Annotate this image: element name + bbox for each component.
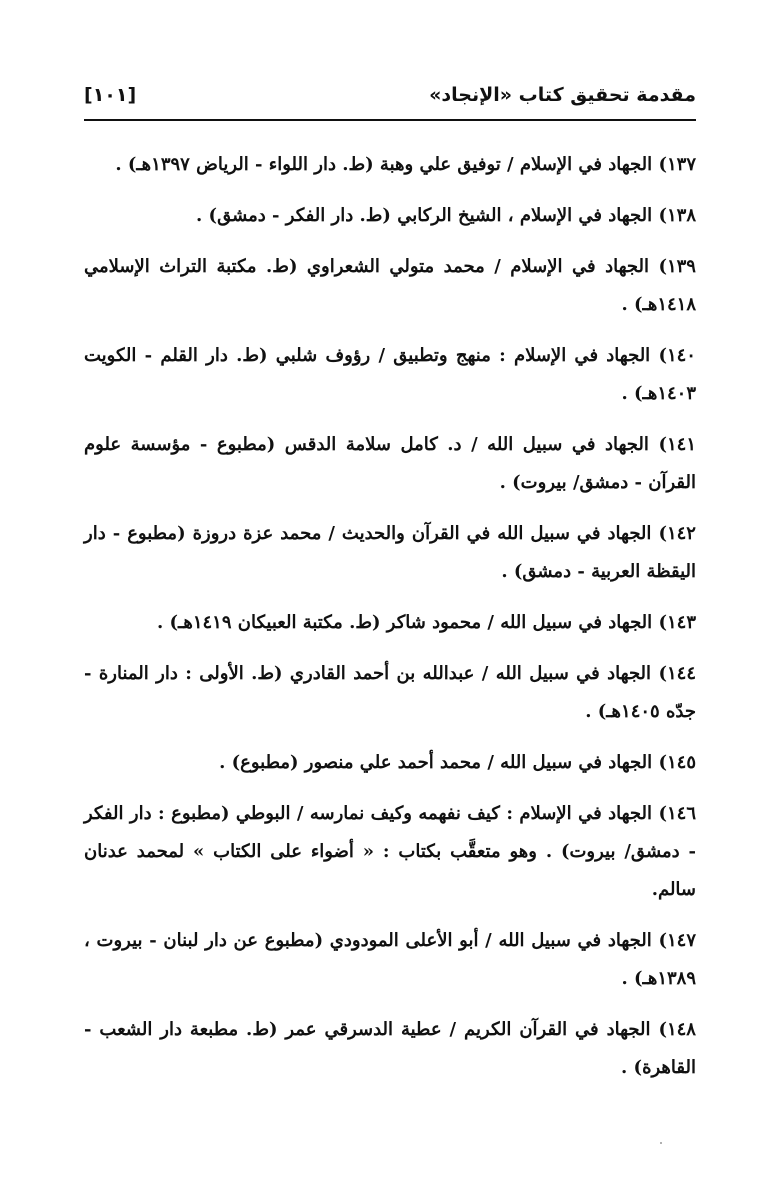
bibliography-entry — [84, 337, 696, 413]
entry-text: الجهاد في القرآن الكريم / عطية الدسرقي عمر (ط. مطبعة دار الشعب - القاهرة) . — [84, 1019, 696, 1078]
bibliography-entry — [84, 426, 696, 502]
bibliography-entry — [84, 655, 696, 731]
entry-text: الجهاد في سبيل الله / محمد أحمد علي منصور (مطبوع) . — [219, 752, 653, 773]
entry-number: ١٤٠) — [658, 345, 696, 366]
running-title: مقدمة تحقيق كتاب «الإنجاد» — [429, 84, 696, 106]
entry-text: الجهاد في الإسلام / توفيق علي وهبة (ط. دار اللواء - الرياض ١٣٩٧هـ) . — [115, 154, 653, 175]
entry-number: ١٤٤) — [658, 663, 696, 684]
entry-text: الجهاد في سبيل الله / محمود شاكر (ط. مكتبة العبيكان ١٤١٩هـ) . — [157, 612, 653, 633]
entry-number: ١٣٧) — [658, 154, 696, 175]
entry-number: ١٣٨) — [658, 205, 696, 226]
entry-text: الجهاد في سبيل الله / أبو الأعلى المودودي (مطبوع عن دار لبنان - بيروت ، ١٣٨٩هـ) . — [84, 930, 696, 989]
entry-text: الجهاد في سبيل الله في القرآن والحديث / محمد عزة دروزة (مطبوع - دار اليقظة العربية - دمشق) . — [84, 523, 696, 582]
header-rule — [84, 119, 696, 121]
bibliography-entry — [84, 248, 696, 324]
entry-number: ١٤١) — [658, 434, 696, 455]
bibliography-entry — [84, 922, 696, 998]
entry-number: ١٤٢) — [658, 523, 696, 544]
bibliography-entry — [84, 515, 696, 591]
entry-text: الجهاد في سبيل الله / د. كامل سلامة الدقس (مطبوع - مؤسسة علوم القرآن - دمشق/ بيروت) . — [84, 434, 696, 493]
page-header — [84, 80, 696, 112]
bibliography-entry — [84, 604, 696, 642]
bibliography-entry — [84, 744, 696, 782]
entry-number: ١٤٨) — [658, 1019, 696, 1040]
entry-number: ١٣٩) — [658, 256, 696, 277]
bibliography-entry — [84, 1011, 696, 1087]
bibliography-entry — [84, 795, 696, 909]
entry-text: الجهاد في الإسلام / محمد متولي الشعراوي (ط. مكتبة التراث الإسلامي ١٤١٨هـ) . — [84, 256, 696, 315]
entry-number: ١٤٥) — [658, 752, 696, 773]
bibliography-list — [84, 146, 696, 1100]
entry-number: ١٤٧) — [658, 930, 696, 951]
entry-number: ١٤٦) — [658, 803, 696, 824]
page-number: [١٠١] — [84, 84, 137, 106]
bibliography-entry — [84, 197, 696, 235]
bibliography-entry — [84, 146, 696, 184]
entry-text: الجهاد في الإسلام : منهج وتطبيق / رؤوف شلبي (ط. دار القلم - الكويت ١٤٠٣هـ) . — [84, 345, 696, 404]
entry-text: الجهاد في الإسلام ، الشيخ الركابي (ط. دار الفكر - دمشق) . — [196, 205, 653, 226]
print-speck — [660, 1142, 662, 1144]
entry-text: الجهاد في الإسلام : كيف نفهمه وكيف نمارسه / البوطي (مطبوع : دار الفكر - دمشق/ بيروت) . وهو متعقَّب بكتاب : « أضواء على الكتاب » لمحمد عدنان سالم. — [84, 803, 696, 900]
entry-text: الجهاد في سبيل الله / عبدالله بن أحمد القادري (ط. الأولى : دار المنارة - جدّه ١٤٠٥هـ) . — [84, 663, 696, 722]
entry-number: ١٤٣) — [658, 612, 696, 633]
